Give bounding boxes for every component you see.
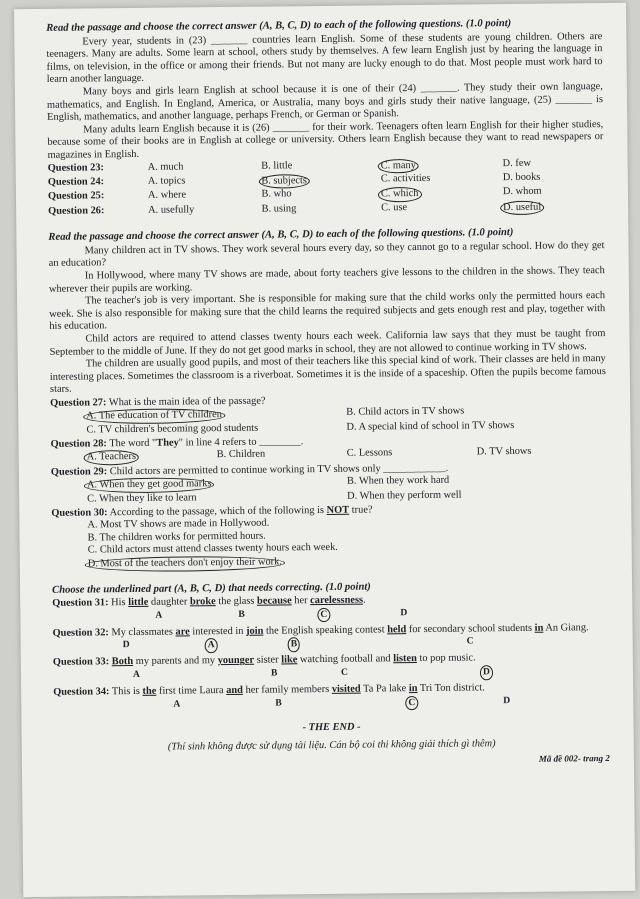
option-c[interactable]: C. use — [381, 201, 408, 214]
underlined-part-a[interactable]: the — [142, 685, 157, 697]
underlined-part-c[interactable]: visited — [331, 683, 361, 695]
question-29-label: Question 29: — [50, 466, 108, 478]
option-d[interactable] — [503, 200, 604, 215]
option-d[interactable]: D. books — [502, 171, 541, 184]
question-23-label: Question 23: — [47, 161, 105, 174]
sentence-text: first time Laura — [156, 684, 227, 697]
letter-c: C — [405, 696, 418, 711]
letter-b: B — [270, 667, 278, 679]
question-24-label: Question 24: — [47, 176, 105, 188]
answer-circle: A. Teachers — [84, 450, 139, 465]
question-31-label: Question 31: — [52, 597, 109, 610]
option-b[interactable]: B. Children — [216, 448, 266, 461]
option-d[interactable]: D. TV shows — [476, 446, 532, 458]
question-27-text: What is the main idea of the passage? — [108, 395, 266, 409]
sentence-text: for secondary school students — [406, 622, 535, 635]
passage2-paragraph-1: Many children act in TV shows. They work several hours every day, so they cannot go to a regular school. How do they get an education? — [48, 239, 605, 270]
question-28-text-pre: The word " — [109, 437, 157, 449]
letter-c: C — [317, 608, 330, 623]
option-a[interactable]: A. where — [147, 189, 187, 202]
option-d[interactable]: D. whom — [502, 186, 542, 198]
passage1-paragraph-2: Many boys and girls learn English at school because it is one of their (24) _______. They study their own language, mathematics, and English. In England, America, or Australia, many boys and girls study their native language, (25) _______ is English, mathematics, and another language, perhaps French, or German or Spanish. — [46, 81, 604, 124]
underlined-part-b[interactable]: and — [226, 684, 244, 696]
underlined-part-d[interactable]: listen — [393, 653, 417, 665]
letter-d: D — [480, 665, 493, 680]
underlined-part-d[interactable]: in — [408, 682, 418, 695]
sentence-text: my parents and my — [133, 655, 218, 668]
question-30-text-pre: According to the passage, which of the following is — [109, 504, 327, 518]
sentence-text: My classmates — [111, 626, 176, 638]
section1-heading: Read the passage and choose the correct answer (A, B, C, D) to each of the following questions. (1.0 point) — [46, 17, 512, 34]
question-27-label: Question 27: — [50, 397, 107, 409]
underlined-part-d[interactable]: in — [534, 622, 544, 634]
letter-d: D — [400, 606, 408, 618]
exam-note: (Thí sinh không được sử dụng tài liệu. Cán bộ coi thi không giải thích gì thêm) — [167, 738, 496, 753]
passage2-paragraph-3: The teacher's job is very important. She is responsible for making sure that the child works only the permitted hours each week. She is also responsible for making sure that the child learns the required subjects and gets enough rest and play, together with his education. — [49, 290, 606, 333]
option-d[interactable]: D. A special kind of school in TV shows — [346, 420, 515, 433]
question-28-label: Question 28: — [50, 437, 107, 450]
question-25-label: Question 25: — [47, 190, 105, 203]
question-34-label: Question 34: — [53, 686, 110, 698]
the-end-marker: - THE END - — [302, 721, 361, 733]
underlined-part-a[interactable]: are — [175, 626, 190, 638]
answer-circle: C. which — [378, 187, 422, 202]
underlined-part-c[interactable]: held — [387, 623, 407, 636]
underlined-part-a[interactable]: little — [128, 597, 149, 609]
option-a[interactable]: A. much — [147, 160, 184, 173]
question-33-label: Question 33: — [52, 656, 110, 669]
letter-b: B — [238, 608, 245, 620]
underlined-part-a[interactable]: Both — [111, 656, 134, 668]
option-c[interactable]: C. activities — [380, 172, 431, 185]
passage1-paragraph-3: Many adults learn English because it is (26) _______ for their work. Teenagers often learn English for their higher studies, because some of their books are in English at college or university. Others learn English because they want to read newspapers or magazines in English. — [47, 118, 604, 161]
exam-code-page: Mã đề 002- trang 2 — [538, 752, 610, 764]
sentence-text: Ta Pa lake — [360, 683, 409, 695]
option-c[interactable] — [381, 158, 503, 174]
passage2-paragraph-4: Child actors are required to attend classes twenty hours each week. California law says that they must be taught from September to the middle of June. If they do not get good marks in school, they are not allowed to continue working in TV shows. — [49, 327, 606, 358]
letter-b: B — [288, 638, 301, 653]
option-c[interactable]: C. Lessons — [346, 447, 393, 459]
option-a[interactable]: A. Most TV shows are made in Hollywood. — [87, 517, 270, 531]
option-d[interactable]: D. When they perform well — [347, 489, 462, 502]
underlined-part-d[interactable]: carelessness — [310, 594, 364, 607]
sentence-text: the English speaking contest — [263, 624, 388, 637]
sentence-text: her — [291, 595, 311, 607]
option-b[interactable] — [261, 173, 381, 189]
underlined-part-c[interactable]: because — [256, 595, 292, 607]
question-28-word: They — [156, 437, 179, 449]
letter-c: C — [340, 666, 348, 678]
sentence-text: daughter — [148, 596, 191, 609]
question-29-text: Child actors are permitted to continue working in TV shows only ____________. — [109, 462, 449, 478]
option-c[interactable]: C. When they like to learn — [87, 492, 197, 505]
underlined-part-c[interactable]: like — [281, 654, 298, 666]
sentence-text: An Giang. — [543, 622, 589, 634]
sentence-text: . — [362, 594, 366, 606]
passage2-paragraph-2: In Hollywood, where many TV shows are made, about forty teachers give lessons to the children in the shows. They teach wherever their pupils are working. — [48, 264, 605, 295]
option-b[interactable]: B. little — [261, 159, 293, 172]
answer-circle: B. subjects — [258, 174, 310, 189]
question-28-text-post: " in line 4 refers to ________. — [178, 435, 304, 449]
letter-a: A — [132, 668, 140, 680]
option-b[interactable]: B. The children works for permitted hours. — [87, 530, 266, 544]
question-27-options — [50, 404, 606, 437]
sentence-text: her family members — [242, 683, 332, 696]
answer-circle: D. Most of the teachers don't enjoy their work. — [85, 555, 285, 572]
letter-d: D — [122, 639, 130, 651]
section2-heading: Read the passage and choose the correct answer (A, B, C, D) to each of the following questions. (1.0 point) — [48, 227, 514, 244]
option-c[interactable] — [381, 186, 503, 202]
option-a[interactable] — [87, 449, 217, 465]
option-d[interactable]: D. few — [502, 157, 531, 169]
option-a[interactable]: A. topics — [147, 175, 186, 187]
sentence-text: watching football and — [297, 653, 394, 666]
option-b[interactable]: B. When they work hard — [346, 475, 450, 488]
option-b[interactable]: B. using — [261, 203, 297, 215]
letter-d: D — [503, 694, 511, 706]
letter-a: A — [173, 698, 181, 710]
exam-paper — [14, 3, 635, 897]
letter-c: C — [466, 635, 474, 647]
letter-a: A — [205, 638, 218, 653]
exam-content — [46, 17, 610, 770]
passage1-paragraph-1: Every year, students in (23) _______ countries learn English. Some of these students are young children. Others are teenagers. Many are adults. Some learn at school, others study by themselves. A few learn English just by hearing the language in films, on television, in the office or among their friends. But not many are lucky enough to do that. Most people must work hard to learn another language. — [46, 30, 603, 86]
sentence-text: This is — [111, 685, 143, 698]
answer-circle: A. The education of TV children — [83, 408, 225, 424]
question-32-label: Question 32: — [52, 627, 109, 639]
question-30-text-post: true? — [349, 504, 373, 516]
sentence-text: to pop music. — [416, 652, 476, 665]
answer-circle: D. useful — [500, 200, 544, 215]
answer-circle: A. When they get good marks — [84, 478, 215, 494]
questions-23-26-table — [48, 157, 605, 220]
underlined-part-b[interactable]: younger — [217, 655, 255, 667]
letter-b: B — [275, 697, 282, 709]
passage2-paragraph-5: The children are usually good pupils, and most of their teachers like this special kind of work. Their classes are held in many interesting places. Sometimes the classroom is a riverboat. Sometimes it is the inside of a spaceship. Often the pupils become famous stars. — [49, 353, 606, 396]
section3-heading: Choose the underlined part (A, B, C, D) that needs correcting. (1.0 point) — [52, 581, 371, 596]
question-26-label: Question 26: — [48, 205, 105, 217]
sentence-text: Tri Ton district. — [417, 682, 485, 694]
sentence-text: interested in — [189, 625, 247, 638]
option-c[interactable]: C. TV children's becoming good students — [86, 422, 259, 436]
option-b[interactable]: B. Child actors in TV shows — [346, 405, 465, 419]
option-b[interactable]: B. who — [261, 188, 292, 200]
option-a[interactable]: A. usefully — [148, 204, 195, 216]
sentence-text: the glass — [215, 595, 258, 608]
answer-circle: C. many — [378, 159, 419, 174]
option-c[interactable]: C. Child actors must attend classes twenty hours each week. — [87, 542, 338, 556]
question-30-label: Question 30: — [51, 506, 108, 519]
question-30-not: NOT — [326, 504, 350, 516]
sentence-text: His — [111, 597, 129, 609]
letter-a: A — [155, 609, 163, 621]
underlined-part-b[interactable]: join — [245, 625, 264, 637]
question-29-options — [51, 473, 607, 506]
underlined-part-b[interactable]: broke — [189, 596, 216, 608]
sentence-text: sister — [254, 654, 282, 667]
